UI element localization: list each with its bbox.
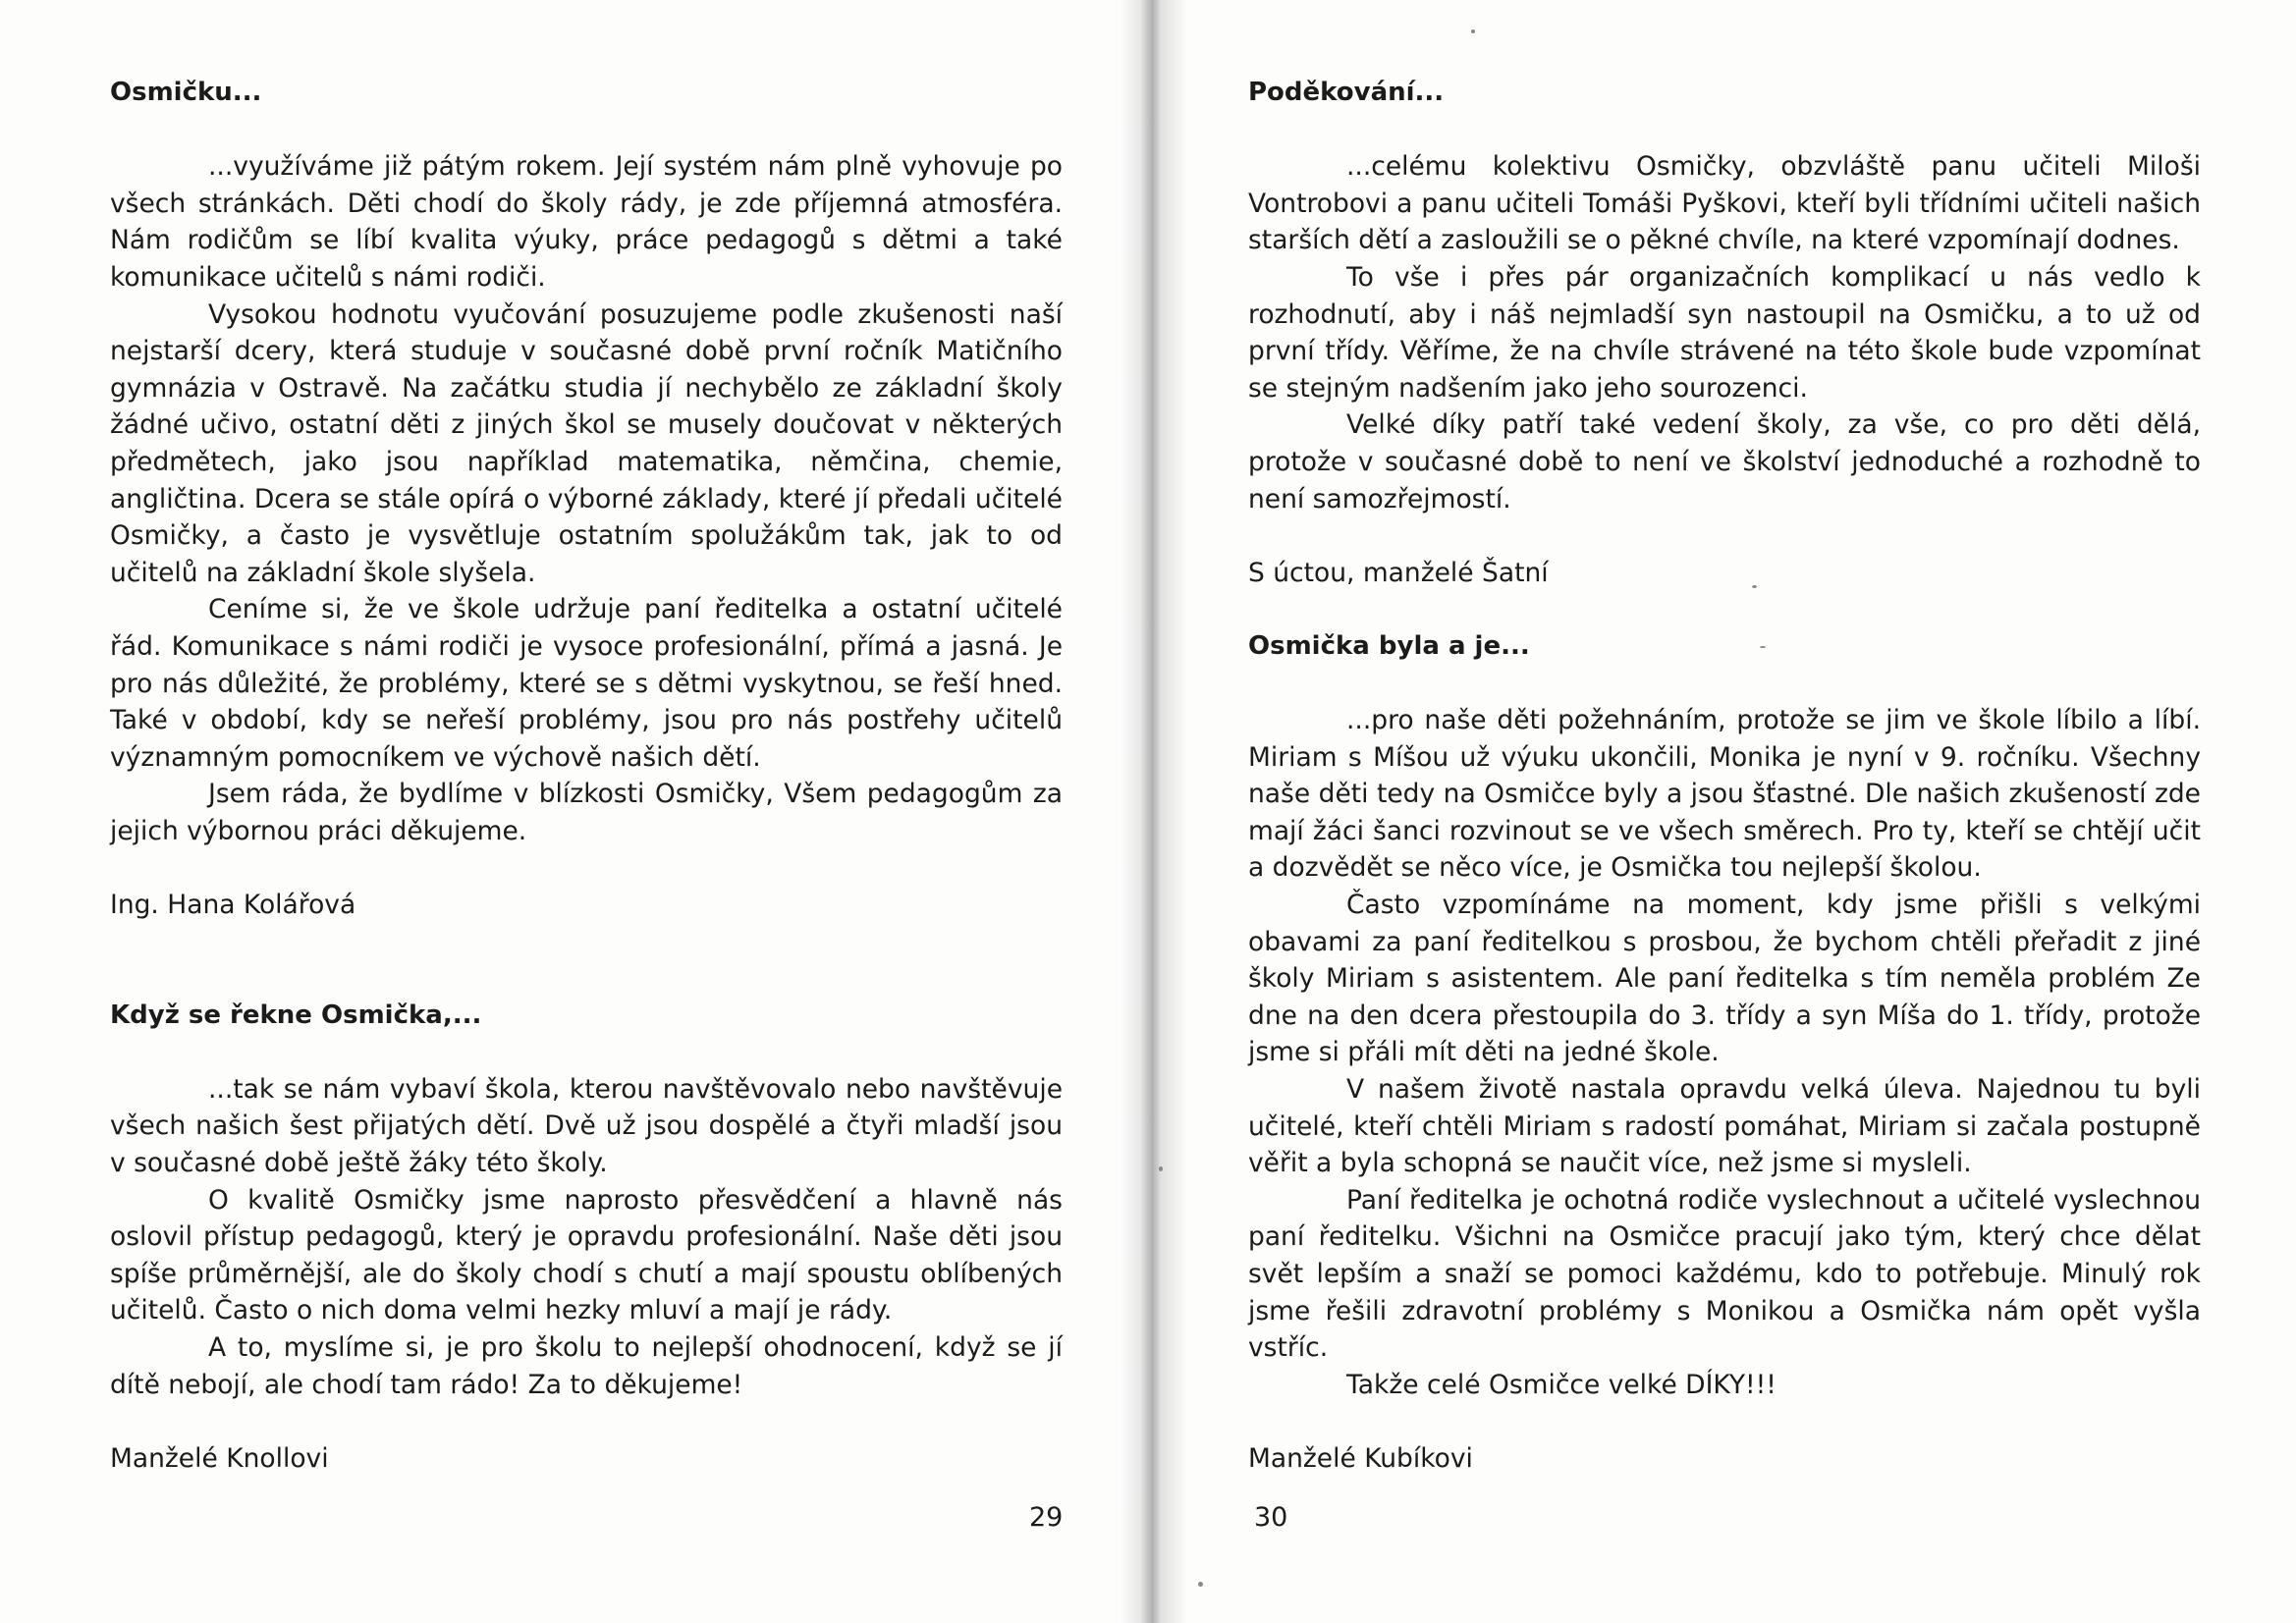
paragraph: A to, myslíme si, je pro školu to nejlepší ohodnocení, když se jí dítě nebojí, ale chodí tam rádo! Za to děkujeme!: [110, 1332, 1063, 1400]
paragraph: ...tak se nám vybaví škola, kterou navštěvovalo nebo navštěvuje všech našich šest přijatých dětí. Dvě už jsou dospělé a čtyři mladší jsou v současné době ještě žáky této školy.: [110, 1073, 1063, 1179]
paragraph: Vysokou hodnotu vyučování posuzujeme podle zkušenosti naší nejstarší dcery, která studuje v současné době první ročník Matičního gymnázia v Ostravě. Na začátku studia jí nechybělo ze základní školy žádné učivo, ostatní děti z jiných škol se musely doučovat v některých předmětech, jako jsou například matematika, němčina, chemie, angličtina. Dcera se stále opírá o výborné základy, které jí předali učitelé Osmičky, a často je vysvětluje ostatním spolužákům tak, jak to od učitelů na základní škole slyšela.: [110, 298, 1063, 588]
section-heading-kdyz-se-rekne: Když se řekne Osmička,...: [110, 1000, 482, 1030]
page-number: 29: [1029, 1502, 1064, 1533]
section-heading-osmicka-byla-a-je: Osmička byla a je...: [1248, 630, 1530, 661]
signature: S úctou, manželé Šatní: [1248, 557, 1549, 588]
scan-speck: [1471, 29, 1475, 33]
paragraph: ...celému kolektivu Osmičky, obzvláště panu učiteli Miloši Vontrobovi a panu učiteli Tomáši Pyškovi, kteří byli třídními učiteli našich starších dětí a zasloužili se o pěkné chvíle, na které vzpomínají dodnes.: [1248, 151, 2201, 256]
section-heading-osmicku: Osmičku...: [110, 78, 262, 107]
scan-speck: [1159, 1166, 1163, 1171]
paragraph: Takže celé Osmičce velké DÍKY!!!: [1346, 1369, 1777, 1400]
book-gutter: [1120, 0, 1188, 1623]
page-number: 30: [1254, 1502, 1288, 1533]
scan-speck: [1752, 585, 1757, 588]
paragraph: Paní ředitelka je ochotná rodiče vyslechnout a učitelé vyslechnou paní ředitelku. Všichni na Osmičce pracují jako tým, který chce dělat svět lepším a snaží se pomoci každému, kdo to potřebuje. Minulý rok jsme řešili zdravotní problémy s Monikou a Osmička nám opět vyšla vstříc.: [1248, 1184, 2201, 1364]
section-heading-podekovani: Poděkování...: [1248, 78, 1445, 107]
signature: Ing. Hana Kolářová: [110, 890, 356, 921]
paragraph: Jsem ráda, že bydlíme v blízkosti Osmičky, Všem pedagogům za jejich výbornou práci děkujeme.: [110, 779, 1063, 846]
paragraph: Ceníme si, že ve škole udržuje paní ředitelka a ostatní učitelé řád. Komunikace s námi rodiči je vysoce profesionální, přímá a jasná. Je pro nás důležité, že problémy, které se s dětmi vyskytnou, se řeší hned. Také v období, kdy se neřeší problémy, jsou pro nás postřehy učitelů významným pomocníkem ve výchově našich dětí.: [110, 594, 1063, 773]
paragraph: O kvalitě Osmičky jsme naprosto přesvědčení a hlavně nás oslovil přístup pedagogů, který je opravdu profesionální. Naše děti jsou spíše průměrnější, ale do školy chodí s chutí a mají spoustu oblíbených učitelů. Často o nich doma velmi hezky mluví a mají je rády.: [110, 1184, 1063, 1326]
paragraph: ...využíváme již pátým rokem. Její systém nám plně vyhovuje po všech stránkách. Děti chodí do školy rády, je zde příjemná atmosféra. Nám rodičům se líbí kvalita výuky, práce pedagogů s dětmi a také komunikace učitelů s námi rodiči.: [110, 151, 1063, 293]
signature: Manželé Knollovi: [110, 1442, 329, 1474]
left-page-column: [110, 75, 1063, 1477]
scan-speck: [1198, 1582, 1203, 1587]
paragraph: To vše i přes pár organizačních komplikací u nás vedlo k rozhodnutí, aby i náš nejmladší syn nastoupil na Osmičku, a to už od první třídy. Věříme, že na chvíle strávené na této škole bude vzpomínat se stejným nadšením jako jeho sourozenci.: [1248, 261, 2201, 404]
paragraph: ...pro naše děti požehnáním, protože se jim ve škole líbilo a líbí. Miriam s Míšou už výuku ukončili, Monika je nyní v 9. ročníku. Všechny naše děti tedy na Osmičce byly a jsou šťastné. Dle našich zkušeností zde mají žáci šanci rozvinout se ve všech směrech. Pro ty, kteří se chtějí učit a dozvědět se něco více, je Osmička tou nejlepší školou.: [1248, 705, 2201, 884]
right-page-column: [1248, 75, 2201, 1478]
paragraph: Velké díky patří také vedení školy, za vše, co pro děti dělá, protože v současné době to není ve školství jednoduché a rozhodně to není samozřejmostí.: [1248, 409, 2201, 514]
paragraph: Často vzpomínáme na moment, kdy jsme přišli s velkými obavami za paní ředitelkou s prosbou, že bychom chtěli přeřadit z jiné školy Miriam s asistentem. Ale paní ředitelka s tím neměla problém Ze dne na den dcera přestoupila do 3. třídy a syn Míša do 1. třídy, protože jsme si přáli mít děti na jedné škole.: [1248, 890, 2201, 1068]
scan-speck: [1760, 646, 1766, 648]
right-page: [1148, 0, 2296, 1623]
signature: Manželé Kubíkovi: [1248, 1442, 1473, 1474]
paragraph: V našem životě nastala opravdu velká úleva. Najednou tu byli učitelé, kteří chtěli Miriam s radostí pomáhat, Miriam si začala postupně věřit a byla schopná se naučit více, než jsme si mysleli.: [1248, 1074, 2201, 1179]
